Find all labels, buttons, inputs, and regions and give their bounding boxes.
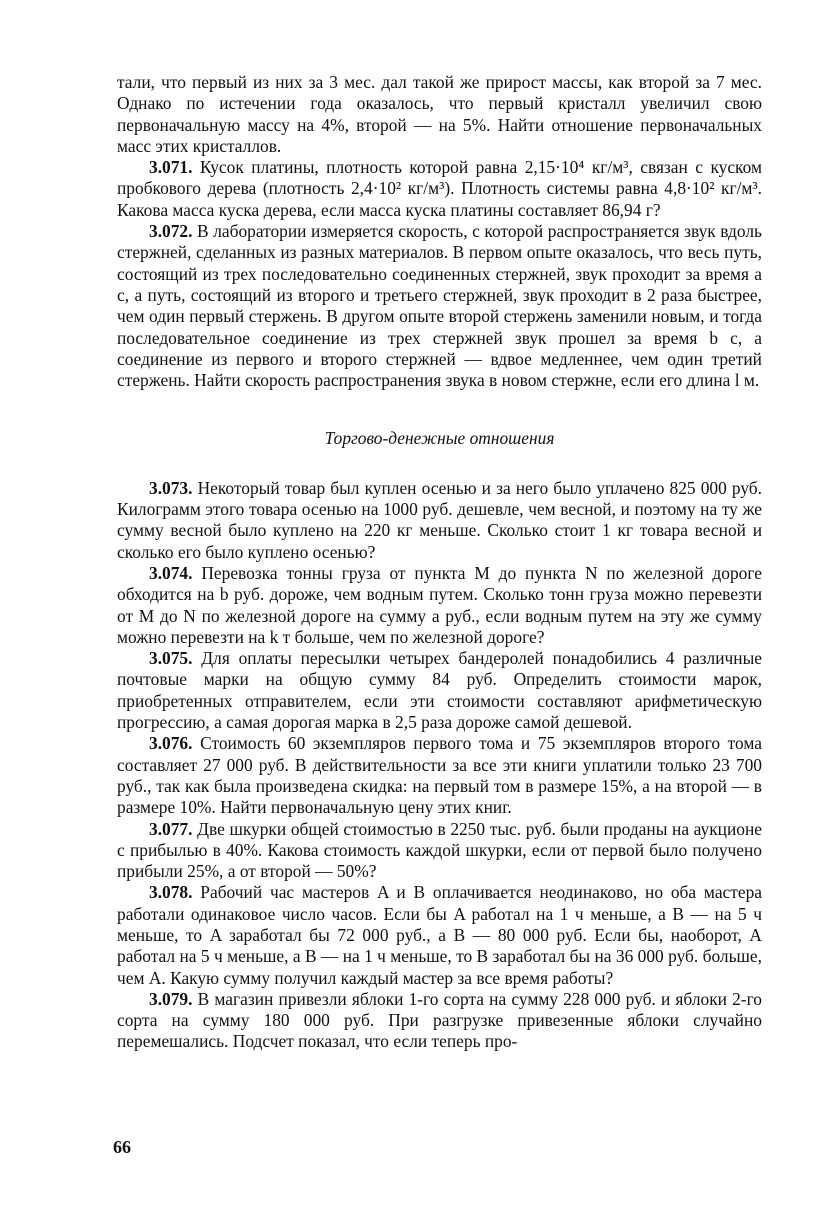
problem-number: 3.074. [149, 562, 193, 583]
problem-number: 3.078. [149, 882, 193, 903]
problem-number: 3.072. [149, 221, 193, 242]
problem-3-073 [117, 478, 762, 563]
problem-text: Для оплаты пересылки четырех бандеролей понадобились 4 различные почтовые марки на общую сумму 84 руб. Определить стоимости марок, приобретенных отправителем, если эти стоимости составляют арифметическую прогрессию, а самая дорогая марка в 2,5 раза дороже самой дешевой. [117, 648, 762, 733]
problem-3-071 [117, 157, 762, 221]
problem-text: В магазин привезли яблоки 1-го сорта на сумму 228 000 руб. и яблоки 2-го сорта на сумму 180 000 руб. При разгрузке привезенные яблоки случайно перемешались. Подсчет показал, что если теперь про- [117, 988, 762, 1052]
problem-text: Некоторый товар был куплен осенью и за него было уплачено 825 000 руб. Килограмм этого товара осенью на 1000 руб. дешевле, чем весной, и поэтому на ту же сумму весной было куплено на 220 кг меньше. Сколько стоит 1 кг товара весной и сколько его было куплено осенью? [117, 477, 762, 562]
problem-3-078 [117, 882, 762, 988]
problem-3-079 [117, 989, 762, 1053]
page-body [117, 72, 762, 1053]
problem-3-072 [117, 221, 762, 391]
problem-3-075 [117, 648, 762, 733]
problem-3-076 [117, 733, 762, 818]
intro-text: тали, что первый из них за 3 мес. дал такой же прирост массы, как второй за 7 мес. Однако по истечении года оказалось, что первый кристалл увеличил свою первоначальную массу на 4%, второй — на 5%. Найти отношение первоначальных масс этих кристаллов. [117, 72, 762, 156]
problem-number: 3.071. [149, 157, 193, 178]
problem-3-074 [117, 563, 762, 648]
problem-text: Кусок платины, плотность которой равна 2,15·10⁴ кг/м³, связан с куском пробкового дерева (плотность 2,4·10² кг/м³). Плотность системы равна 4,8·10² кг/м³. Какова масса куска дерева, если масса куска платины составляет 86,94 г? [117, 157, 762, 220]
problem-text: В лаборатории измеряется скорость, с которой распространяется звук вдоль стержней, сделанных из разных материалов. В первом опыте оказалось, что весь путь, состоящий из трех последовательно соединенных стержней, звук проходит за время a с, а путь, состоящий из второго и третьего стержней, звук проходит в 2 раза быстрее, чем один первый стержень. В другом опыте второй стержень заменили новым, и тогда последовательное соединение из трех стержней звук прошел за время b с, а соединение из первого и второго стержней — вдвое медленнее, чем один третий стержень. Найти скорость распространения звука в новом стержне, если его длина l м. [117, 221, 762, 391]
problem-number: 3.076. [149, 733, 193, 754]
problem-number: 3.079. [149, 988, 193, 1009]
problem-text: Две шкурки общей стоимостью в 2250 тыс. руб. были проданы на аукционе с прибылью в 40%. Какова стоимость каждой шкурки, если от первой было получено прибыли 25%, а от второй — 50%? [117, 818, 762, 882]
problem-text: Перевозка тонны груза от пункта M до пункта N по железной дороге обходится на b руб. дороже, чем водным путем. Сколько тонн груза можно перевезти от M до N по железной дороге на сумму a руб., если водным путем на эту же сумму можно перевезти на k т больше, чем по железной дороге? [117, 562, 762, 647]
problem-number: 3.073. [149, 477, 193, 498]
intro-paragraph [117, 72, 762, 157]
problem-3-077 [117, 819, 762, 883]
page-number: 66 [113, 1137, 131, 1157]
problem-number: 3.075. [149, 648, 193, 669]
problem-number: 3.077. [149, 818, 193, 839]
section-gap [117, 391, 762, 396]
problem-text: Стоимость 60 экземпляров первого тома и 75 экземпляров второго тома составляет 27 000 руб. В действительности за все эти книги уплатили только 23 700 руб., так как была произведена скидка: на первый том в размере 15%, а на второй — в размере 10%. Найти первоначальную цену этих книг. [117, 733, 762, 818]
section-title: Торгово-денежные отношения [324, 428, 555, 449]
problem-text: Рабочий час мастеров A и B оплачивается неодинаково, но оба мастера работали одинаковое число часов. Если бы A работал на 1 ч меньше, а B — на 5 ч меньше, то A заработал бы 72 000 руб., а B — 80 000 руб. Если бы, наоборот, A работал на 5 ч меньше, а B — на 1 ч меньше, то B заработал бы на 36 000 руб. больше, чем A. Какую сумму получил каждый мастер за все время работы? [117, 882, 762, 988]
